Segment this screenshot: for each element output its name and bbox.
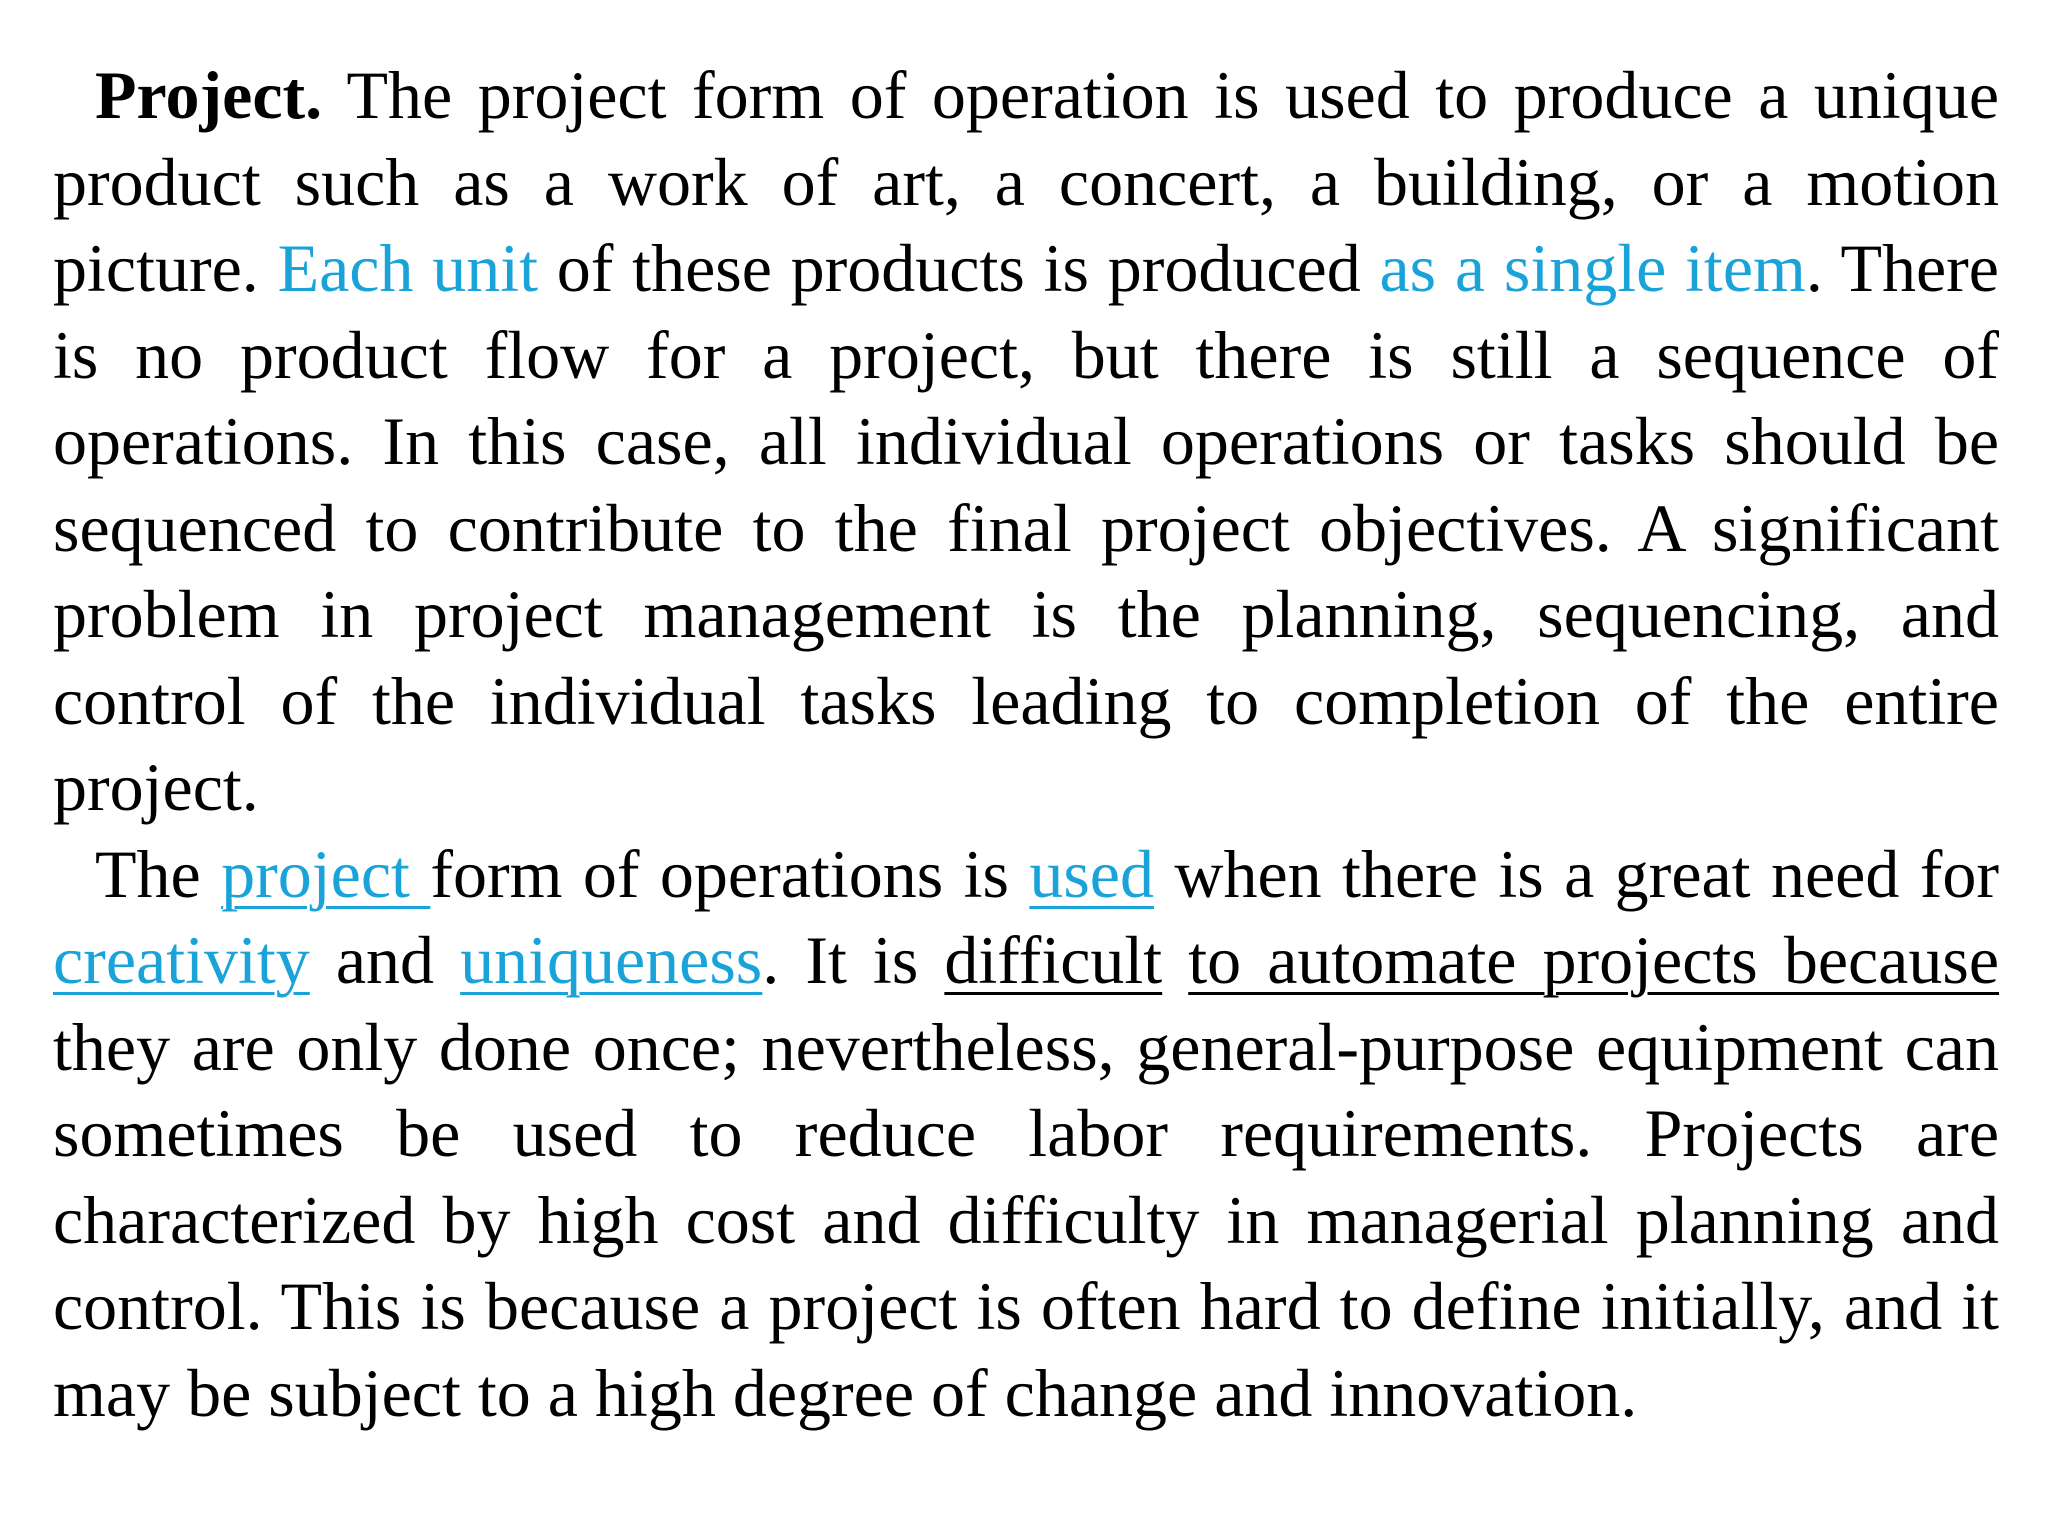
document-page <box>53 52 1999 1436</box>
underlined-phrase: to automate projects because <box>1188 922 2000 998</box>
paragraph-text: The <box>95 835 222 912</box>
paragraph-text: The project form of operation is used to produce a unique product such as a work of art, a concert, a building, or a motion picture. <box>53 57 1999 306</box>
link-used[interactable]: used <box>1029 835 1154 912</box>
paragraph-text: of these products is produced <box>538 230 1380 306</box>
underlined-phrase: difficult <box>944 922 1163 998</box>
link-uniqueness[interactable]: uniqueness <box>460 922 763 998</box>
paragraph-text: . It is <box>762 922 945 998</box>
paragraph-text: and <box>309 922 461 998</box>
link-creativity[interactable]: creativity <box>53 922 310 998</box>
paragraph-text: form of operations is <box>430 835 1030 912</box>
highlighted-phrase: Each unit <box>277 230 539 306</box>
paragraph-project-usage <box>53 831 1999 1437</box>
paragraph-project-definition <box>53 52 1999 831</box>
paragraph-text: . There is no product flow for a project, but there is still a sequence of operations. In this case, all individual operations or tasks should be sequenced to contribute to the final project objectives. A significant problem in project management is the planning, sequencing, and control of the individual tasks leading to completion of the entire project. <box>53 230 1999 825</box>
paragraph-text: when there is a great need for <box>1153 835 2000 912</box>
paragraph-text <box>1162 922 1188 998</box>
highlighted-phrase: as a single item <box>1379 230 1806 306</box>
paragraph-text: they are only done once; nevertheless, general-purpose equipment can sometimes be used to reduce labor requirements. Projects are characterized by high cost and difficulty in managerial planning and control. This is because a project is often hard to define initially, and it may be subject to a high degree of change and innovation. <box>53 1008 1999 1431</box>
paragraph-lead-term: Project. <box>95 57 323 133</box>
link-project[interactable]: project <box>221 835 431 912</box>
